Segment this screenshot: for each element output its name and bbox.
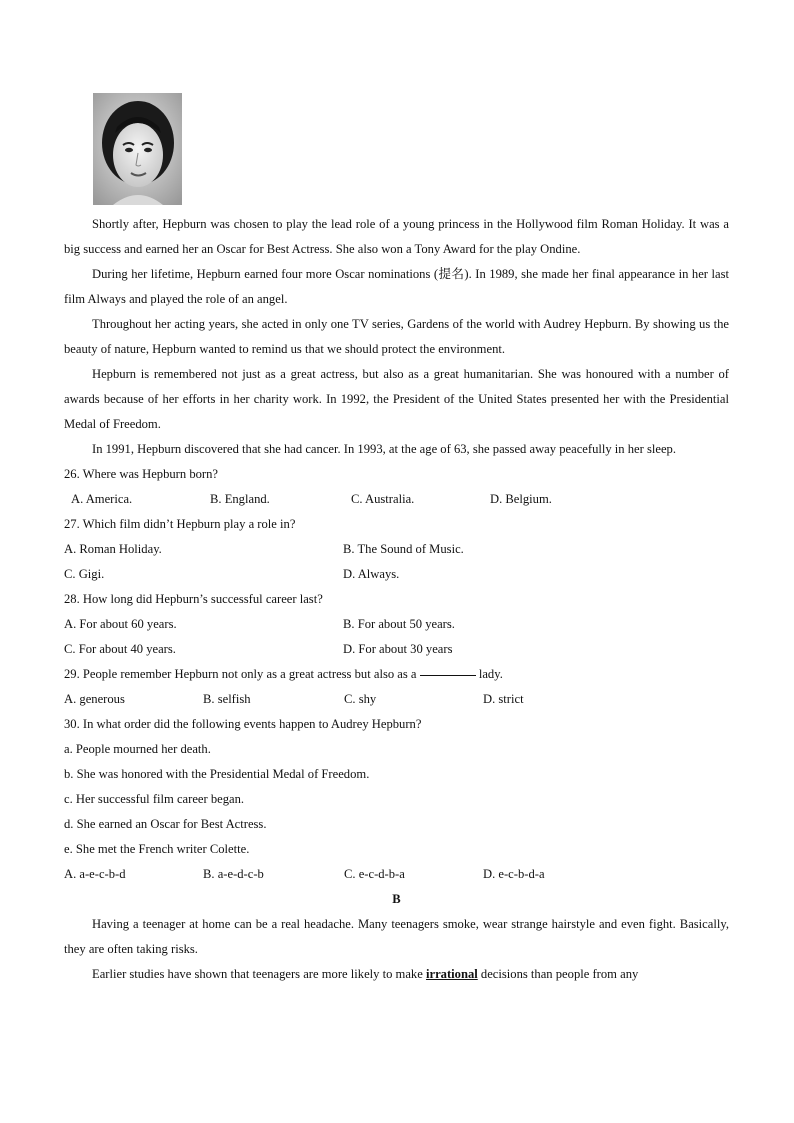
option-c: C. For about 40 years. — [64, 642, 176, 656]
passage-a-paragraph-5: In 1991, Hepburn discovered that she had cancer. In 1993, at the age of 63, she passed away peacefully in her sleep. — [92, 442, 677, 456]
question-30-stem: 30. In what order did the following events happen to Audrey Hepburn? — [64, 717, 422, 731]
option-a: A. America. — [71, 492, 133, 506]
exam-content — [64, 212, 729, 987]
event-b: b. She was honored with the Presidential Medal of Freedom. — [64, 767, 370, 781]
answer-blank — [420, 662, 476, 676]
question-29-options — [64, 687, 729, 712]
passage-a-paragraph-4: Hepburn is remembered not just as a great actress, but also as a great humanitarian. She was honoured with a number of awards because of her efforts in her charity work. In 1992, the President of the United States presented her with the Presidential Medal of Freedom. — [64, 367, 729, 431]
event-c: c. Her successful film career began. — [64, 792, 245, 806]
option-b: B. selfish — [203, 692, 251, 706]
question-29-stem-after: lady. — [478, 667, 503, 681]
option-d: D. For about 30 years — [343, 642, 453, 656]
option-b: B. The Sound of Music. — [343, 542, 464, 556]
question-30-options — [64, 862, 729, 887]
option-a: A. a-e-c-b-d — [64, 867, 126, 881]
option-c: C. e-c-d-b-a — [344, 867, 405, 881]
question-27-stem: 27. Which film didn’t Hepburn play a role in? — [64, 517, 296, 531]
question-26-options — [64, 487, 729, 512]
audrey-hepburn-portrait — [93, 93, 182, 205]
question-28-options-cd — [64, 637, 729, 662]
option-c: C. Gigi. — [64, 567, 105, 581]
highlighted-word: irrational — [425, 967, 478, 981]
question-26-stem: 26. Where was Hepburn born? — [64, 467, 218, 481]
event-a: a. People mourned her death. — [64, 742, 211, 756]
question-27-options-cd — [64, 562, 729, 587]
passage-b-paragraph-1: Having a teenager at home can be a real headache. Many teenagers smoke, wear strange hairstyle and even fight. Basically, they are often taking risks. — [64, 917, 729, 956]
option-a: A. Roman Holiday. — [64, 542, 162, 556]
option-c: C. shy — [344, 692, 377, 706]
question-28-options-ab — [64, 612, 729, 637]
option-c: C. Australia. — [351, 492, 415, 506]
option-d: D. e-c-b-d-a — [483, 867, 545, 881]
option-b: B. For about 50 years. — [343, 617, 455, 631]
section-b-heading: B — [392, 892, 401, 906]
option-b: B. England. — [210, 492, 270, 506]
passage-b-p2-after: decisions than people from any — [480, 967, 639, 981]
option-a: A. generous — [64, 692, 125, 706]
option-d: D. Belgium. — [490, 492, 552, 506]
option-a: A. For about 60 years. — [64, 617, 177, 631]
question-27-options-ab — [64, 537, 729, 562]
passage-a-paragraph-1: Shortly after, Hepburn was chosen to play the lead role of a young princess in the Hollywood film Roman Holiday. It was a big success and earned her an Oscar for Best Actress. She also won a Tony Award for the play Ondine. — [64, 217, 729, 256]
question-29-stem-before: 29. People remember Hepburn not only as a great actress but also as a — [64, 667, 417, 681]
passage-a-paragraph-3: Throughout her acting years, she acted in only one TV series, Gardens of the world with Audrey Hepburn. By showing us the beauty of nature, Hepburn wanted to remind us that we should protect the environment. — [64, 317, 729, 356]
passage-b-p2-before: Earlier studies have shown that teenagers are more likely to make — [92, 967, 423, 981]
option-d: D. Always. — [343, 567, 400, 581]
question-29-stem — [64, 662, 729, 687]
option-d: D. strict — [483, 692, 524, 706]
option-b: B. a-e-d-c-b — [203, 867, 264, 881]
event-e: e. She met the French writer Colette. — [64, 842, 250, 856]
passage-a-paragraph-2: During her lifetime, Hepburn earned four more Oscar nominations (提名). In 1989, she made her final appearance in her last film Always and played the role of an angel. — [64, 267, 729, 306]
passage-b-paragraph-2 — [64, 962, 729, 987]
event-d: d. She earned an Oscar for Best Actress. — [64, 817, 267, 831]
question-28-stem: 28. How long did Hepburn’s successful career last? — [64, 592, 323, 606]
